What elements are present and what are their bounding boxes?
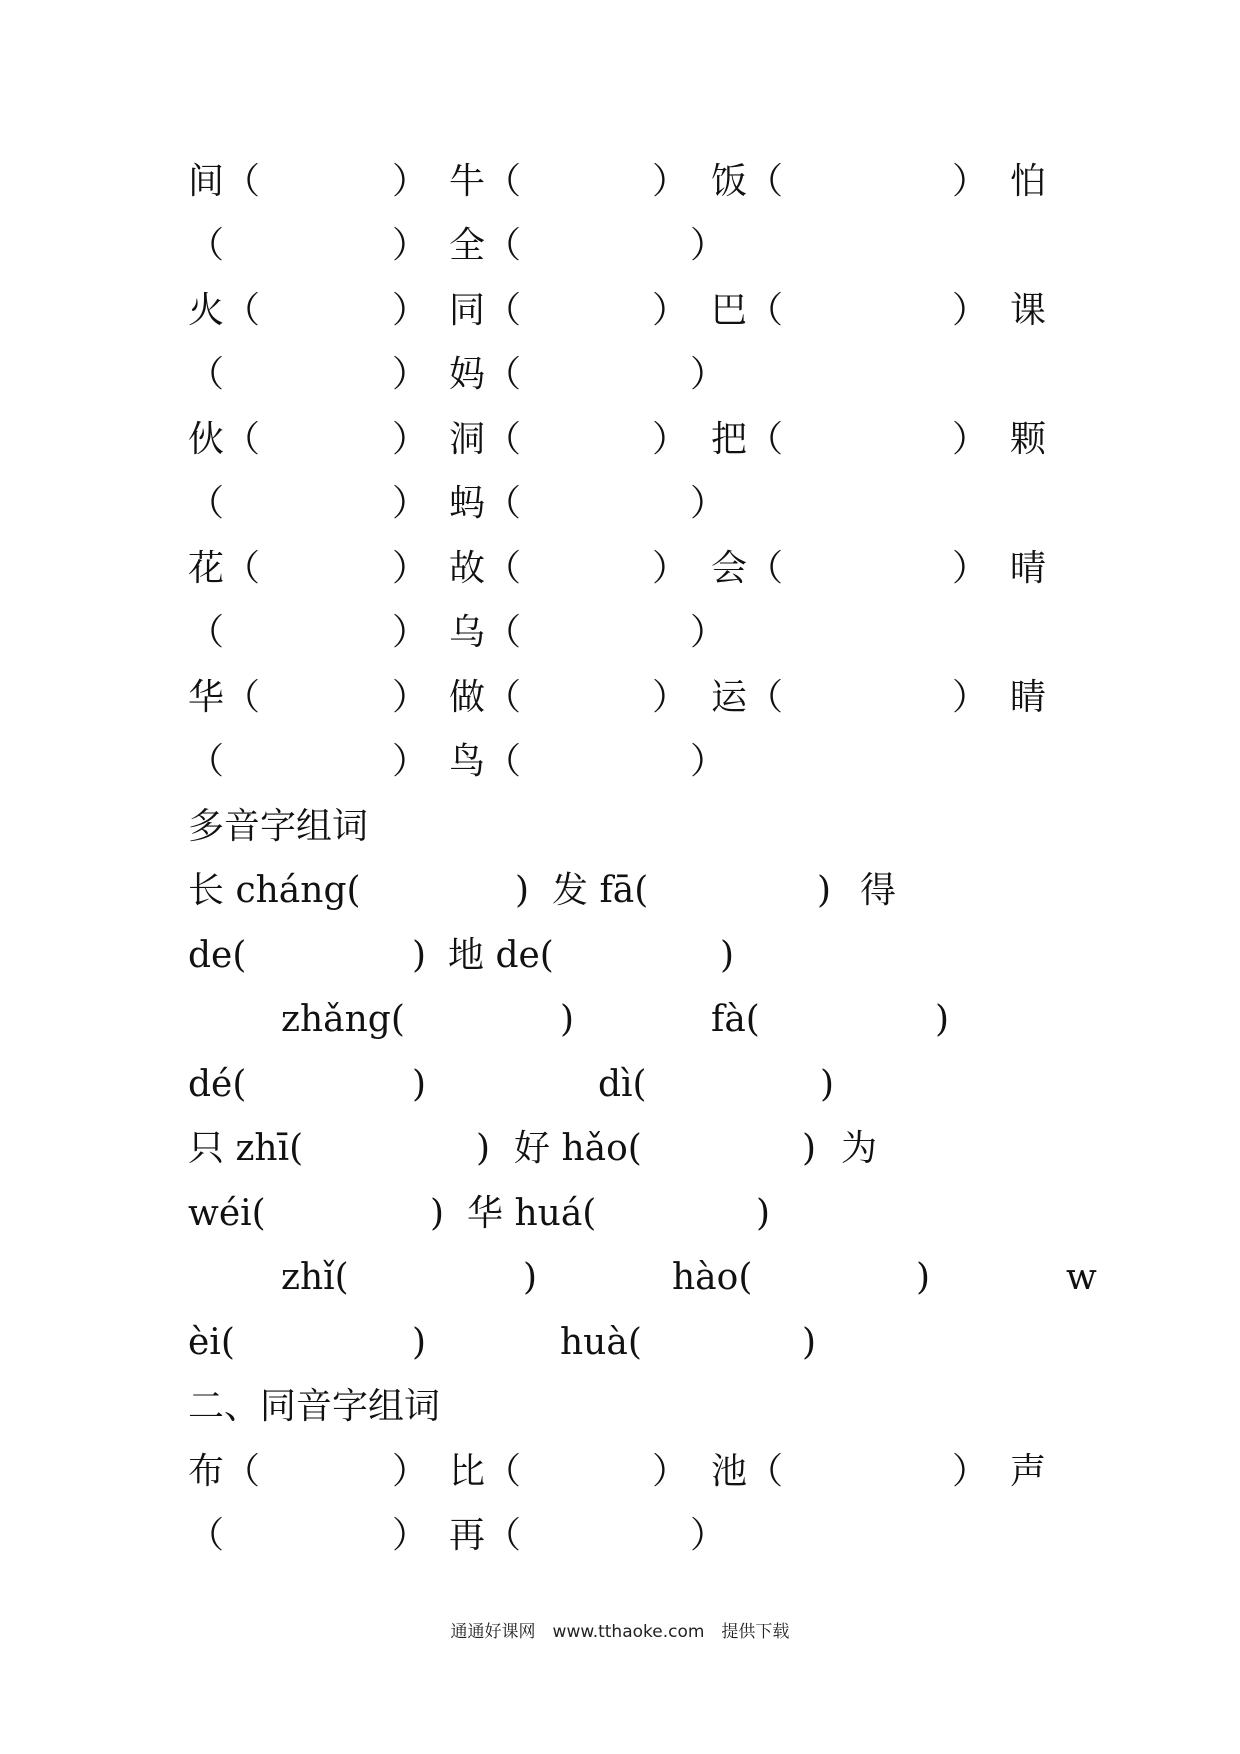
closing-paren: ） [652, 548, 689, 589]
word-blank: hào( [672, 1257, 753, 1298]
exercise-line [0, 539, 1240, 599]
word-blank: wéi( [188, 1193, 266, 1234]
closing-paren: ） [392, 1451, 429, 1492]
exercise-line [0, 1442, 1240, 1502]
exercise-line [0, 1055, 1240, 1115]
word-blank: 池（ [711, 1451, 784, 1492]
closing-paren: ) [523, 1257, 538, 1298]
word-blank: 乌（ [449, 612, 522, 653]
word-char: w [1066, 1257, 1097, 1298]
word-blank: 会（ [711, 548, 784, 589]
word-blank: 妈（ [449, 354, 522, 395]
closing-paren: ） [690, 612, 727, 653]
word-blank: 火（ [188, 290, 261, 331]
closing-paren: ） [392, 225, 429, 266]
closing-paren: ） [392, 548, 429, 589]
closing-paren: ） [652, 677, 689, 718]
word-blank: 布（ [188, 1451, 261, 1492]
closing-paren: ) [560, 999, 575, 1040]
closing-paren: ) [412, 1322, 427, 1363]
closing-paren: ) [412, 1064, 427, 1105]
word-blank: 伙（ [188, 419, 261, 460]
closing-paren: ） [690, 1515, 727, 1556]
word-blank: huà( [560, 1322, 642, 1363]
closing-paren: ） [952, 1451, 989, 1492]
closing-paren: ) [916, 1257, 931, 1298]
word-blank: de( [188, 935, 247, 976]
word-blank: 巴（ [711, 290, 784, 331]
word-blank: 发 fā( [552, 870, 649, 911]
closing-paren: ） [392, 741, 429, 782]
closing-paren: ） [652, 161, 689, 202]
exercise-line [0, 152, 1240, 212]
exercise-line [0, 1248, 1240, 1308]
word-blank: 牛（ [449, 161, 522, 202]
word-blank: 比（ [449, 1451, 522, 1492]
word-blank: 长 cháng( [188, 870, 361, 911]
closing-paren: ） [392, 483, 429, 524]
word-blank: 再（ [449, 1515, 522, 1556]
exercise-line [0, 732, 1240, 792]
exercise-line [0, 1119, 1240, 1179]
exercise-line [0, 603, 1240, 663]
closing-paren: ) [802, 1322, 817, 1363]
word-blank: fà( [711, 999, 760, 1040]
closing-paren: ） [690, 354, 727, 395]
exercise-line [0, 216, 1240, 276]
closing-paren: ) [935, 999, 950, 1040]
closing-paren: ) [720, 935, 735, 976]
closing-paren: ） [652, 290, 689, 331]
word-blank: 全（ [449, 225, 522, 266]
exercise-line [0, 1313, 1240, 1373]
closing-paren: ） [392, 1515, 429, 1556]
opening-paren: （ [188, 225, 225, 266]
word-char: 睛 [1010, 677, 1047, 718]
exercise-line [0, 861, 1240, 921]
word-char: 得 [860, 870, 897, 911]
exercise-line [0, 281, 1240, 341]
closing-paren: ） [952, 677, 989, 718]
exercise-line [0, 1506, 1240, 1566]
word-blank: 饭（ [711, 161, 784, 202]
heading-homophone: 二、同音字组词 [188, 1386, 441, 1427]
word-char: 晴 [1010, 548, 1047, 589]
exercise-line [0, 410, 1240, 470]
closing-paren: ） [952, 548, 989, 589]
exercise-line [0, 474, 1240, 534]
closing-paren: ） [392, 354, 429, 395]
closing-paren: ） [690, 483, 727, 524]
closing-paren: ） [392, 161, 429, 202]
word-char: 为 [841, 1128, 878, 1169]
word-char: 怕 [1010, 161, 1047, 202]
exercise-line [0, 345, 1240, 405]
exercise-line [0, 990, 1240, 1050]
closing-paren: ) [802, 1128, 817, 1169]
exercise-line [0, 1184, 1240, 1244]
word-blank: èi( [188, 1322, 235, 1363]
word-char: 颗 [1010, 419, 1047, 460]
word-blank: 间（ [188, 161, 261, 202]
word-blank: 同（ [449, 290, 522, 331]
closing-paren: ） [392, 419, 429, 460]
closing-paren: ） [392, 290, 429, 331]
opening-paren: （ [188, 483, 225, 524]
opening-paren: （ [188, 741, 225, 782]
heading-polyphonic: 多音字组词 [188, 806, 369, 847]
word-blank: zhǐ( [281, 1257, 349, 1298]
word-blank: dì( [598, 1064, 647, 1105]
closing-paren: ) [412, 935, 427, 976]
closing-paren: ） [952, 419, 989, 460]
word-blank: 花（ [188, 548, 261, 589]
closing-paren: ） [952, 290, 989, 331]
word-blank: 华（ [188, 677, 261, 718]
closing-paren: ） [952, 161, 989, 202]
closing-paren: ） [652, 1451, 689, 1492]
closing-paren: ) [430, 1193, 445, 1234]
closing-paren: ) [820, 1064, 835, 1105]
closing-paren: ) [756, 1193, 771, 1234]
opening-paren: （ [188, 354, 225, 395]
page-footer: 通通好课网 www.tthaoke.com 提供下载 [450, 1622, 790, 1642]
section-heading [0, 1377, 1240, 1437]
word-char: 声 [1010, 1451, 1047, 1492]
word-blank: 做（ [449, 677, 522, 718]
closing-paren: ） [652, 419, 689, 460]
word-char: 课 [1010, 290, 1047, 331]
word-blank: 地 de( [448, 935, 554, 976]
word-blank: 把（ [711, 419, 784, 460]
word-blank: 洞（ [449, 419, 522, 460]
word-blank: 运（ [711, 677, 784, 718]
exercise-line [0, 926, 1240, 986]
closing-paren: ) [515, 870, 530, 911]
word-blank: 故（ [449, 548, 522, 589]
word-blank: 华 huá( [467, 1193, 597, 1234]
word-blank: 蚂（ [449, 483, 522, 524]
word-blank: dé( [188, 1064, 247, 1105]
word-blank: zhǎng( [281, 999, 405, 1040]
opening-paren: （ [188, 1515, 225, 1556]
closing-paren: ) [476, 1128, 491, 1169]
exercise-line [0, 668, 1240, 728]
word-blank: 鸟（ [449, 741, 522, 782]
section-heading [0, 797, 1240, 857]
word-blank: 好 hǎo( [514, 1128, 642, 1169]
closing-paren: ） [690, 225, 727, 266]
closing-paren: ） [392, 612, 429, 653]
closing-paren: ) [817, 870, 832, 911]
closing-paren: ） [392, 677, 429, 718]
word-blank: 只 zhī( [188, 1128, 304, 1169]
closing-paren: ） [690, 741, 727, 782]
opening-paren: （ [188, 612, 225, 653]
